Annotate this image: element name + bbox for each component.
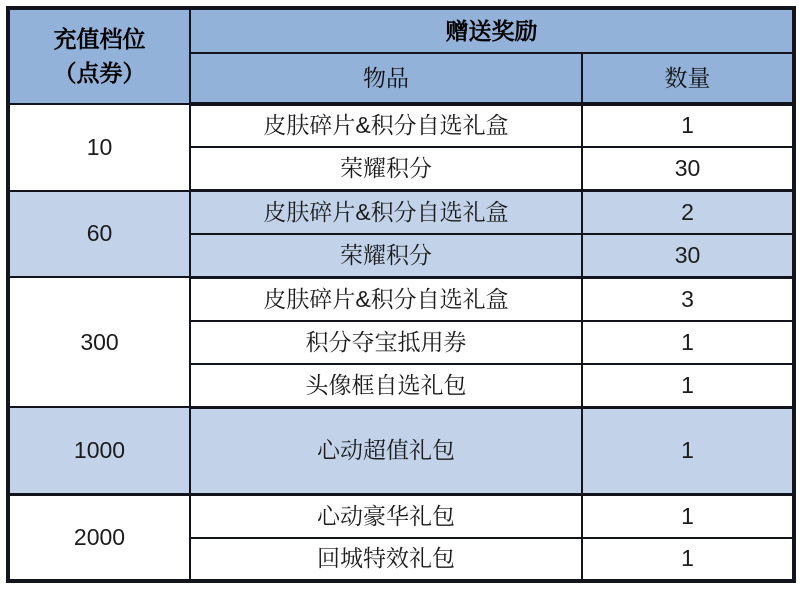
qty-cell: 30 <box>582 234 794 277</box>
tier-cell: 10 <box>8 104 190 191</box>
qty-cell: 3 <box>582 277 794 320</box>
rewards-header-cell: 赠送奖励 <box>190 8 794 53</box>
qty-cell: 1 <box>582 407 794 494</box>
qty-cell: 1 <box>582 321 794 364</box>
qty-cell: 1 <box>582 364 794 407</box>
table-row <box>8 104 794 147</box>
table-row <box>8 494 794 537</box>
item-cell: 皮肤碎片&积分自选礼盒 <box>190 191 582 234</box>
qty-cell: 1 <box>582 494 794 537</box>
item-cell: 积分夺宝抵用券 <box>190 321 582 364</box>
table-row <box>8 407 794 494</box>
table-row <box>8 277 794 320</box>
item-column-header: 物品 <box>190 53 582 103</box>
item-cell: 皮肤碎片&积分自选礼盒 <box>190 104 582 147</box>
item-cell: 荣耀积分 <box>190 147 582 190</box>
table-row <box>8 191 794 234</box>
item-cell: 荣耀积分 <box>190 234 582 277</box>
item-cell: 回城特效礼包 <box>190 538 582 581</box>
recharge-rewards-table <box>6 6 796 583</box>
item-cell: 皮肤碎片&积分自选礼盒 <box>190 277 582 320</box>
qty-cell: 30 <box>582 147 794 190</box>
item-cell: 头像框自选礼包 <box>190 364 582 407</box>
qty-cell: 1 <box>582 538 794 581</box>
tier-header-line1: 充值档位 <box>53 26 146 53</box>
tier-cell: 300 <box>8 277 190 407</box>
qty-column-header: 数量 <box>582 53 794 103</box>
tier-header-line2: （点券） <box>53 60 146 87</box>
tier-cell: 2000 <box>8 494 190 581</box>
qty-cell: 2 <box>582 191 794 234</box>
tier-cell: 1000 <box>8 407 190 494</box>
header-row-rewards <box>8 8 794 53</box>
tier-cell: 60 <box>8 191 190 278</box>
qty-cell: 1 <box>582 104 794 147</box>
item-cell: 心动豪华礼包 <box>190 494 582 537</box>
tier-column-header <box>8 8 190 104</box>
item-cell: 心动超值礼包 <box>190 407 582 494</box>
